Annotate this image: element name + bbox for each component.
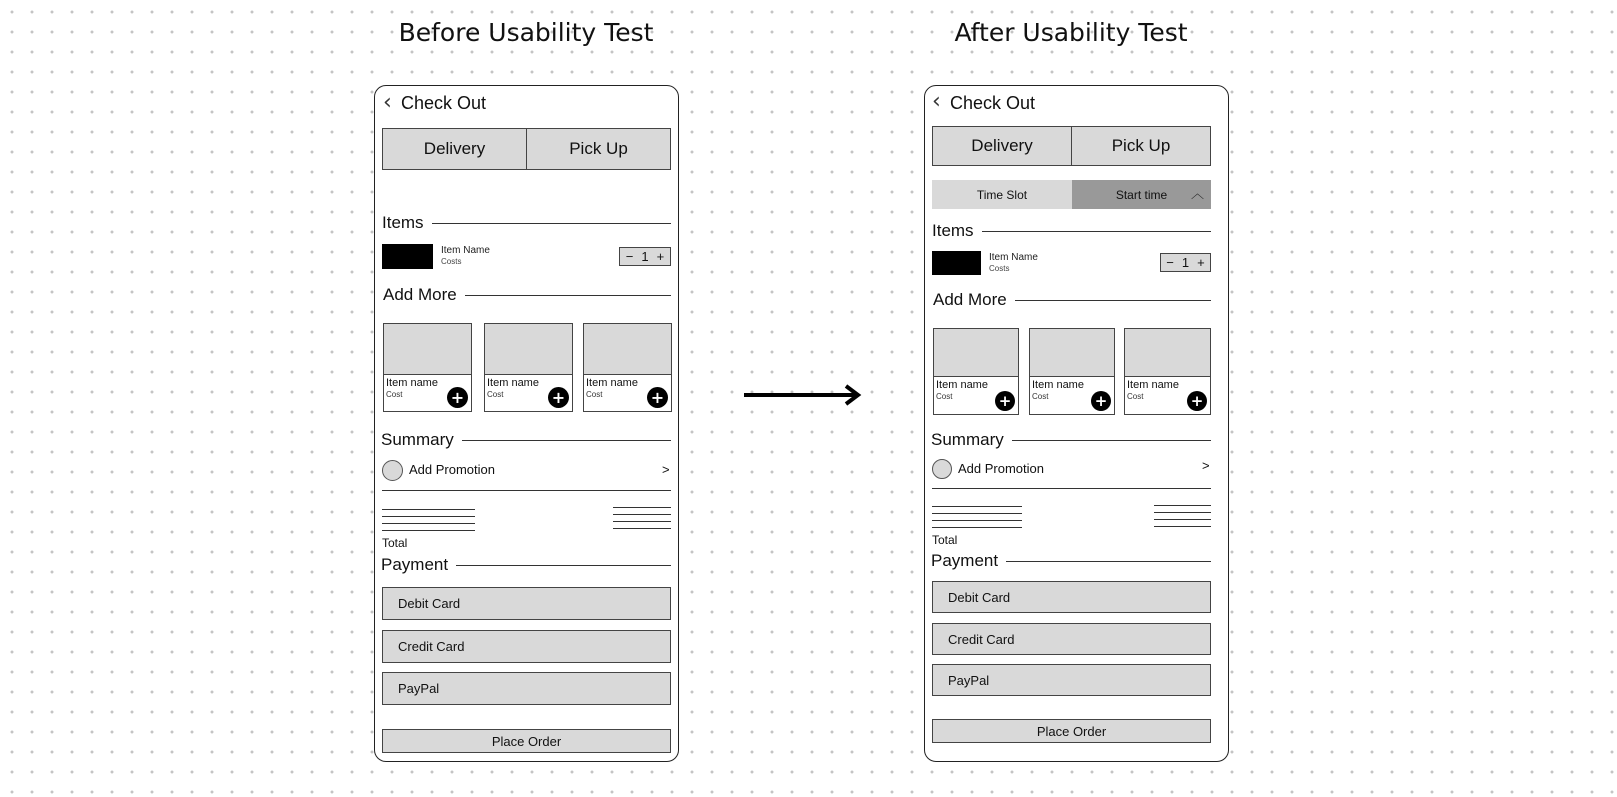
product-image [384, 324, 471, 375]
payment-debit-card[interactable]: Debit Card [932, 581, 1211, 613]
product-image [584, 324, 671, 375]
item-name: Item Name [989, 252, 1038, 263]
divider [465, 295, 671, 296]
add-more-section-header [933, 290, 1211, 310]
divider [1015, 300, 1211, 301]
summary-values-placeholder [1154, 505, 1211, 533]
chevron-up-icon: ︿ [1190, 186, 1204, 201]
divider [1012, 440, 1211, 441]
payment-section-header [381, 555, 671, 575]
summary-labels-placeholder [382, 509, 475, 537]
right-arrow-icon [742, 383, 867, 413]
total-label: Total [932, 533, 958, 547]
product-image [934, 329, 1018, 377]
product-image [1030, 329, 1114, 377]
plus-circle-icon[interactable]: + [1091, 391, 1111, 411]
item-cost: Costs [441, 257, 462, 266]
divider [982, 231, 1211, 232]
product-image [485, 324, 572, 375]
product-card[interactable] [1029, 328, 1115, 415]
item-thumbnail [382, 244, 433, 269]
tab-delivery[interactable]: Delivery [423, 139, 486, 158]
summary-divider [932, 488, 1211, 489]
plus-circle-icon[interactable]: + [995, 391, 1015, 411]
summary-heading: Summary [381, 430, 454, 449]
divider [456, 565, 671, 566]
items-section-header [932, 221, 1211, 241]
product-cost: Cost [386, 390, 403, 399]
payment-paypal[interactable]: PayPal [932, 664, 1211, 696]
place-order-button[interactable]: Place Order [932, 719, 1211, 743]
page-title: Check Out [950, 93, 1036, 113]
summary-heading: Summary [931, 430, 1004, 449]
add-more-heading: Add More [933, 290, 1007, 309]
plus-circle-icon[interactable]: + [1187, 391, 1207, 411]
payment-section-header [931, 551, 1211, 571]
add-promotion-label[interactable]: Add Promotion [409, 462, 495, 477]
quantity-value: 1 [641, 249, 649, 264]
add-more-section-header [383, 285, 671, 305]
product-card[interactable] [583, 323, 672, 412]
quantity-stepper [1160, 253, 1211, 272]
divider [432, 223, 671, 224]
plus-circle-icon[interactable]: + [647, 387, 668, 408]
after-phone-frame [924, 85, 1229, 762]
add-promotion-label[interactable]: Add Promotion [958, 461, 1044, 476]
back-icon[interactable]: ‹ [932, 89, 941, 114]
items-section-header [382, 213, 671, 233]
summary-divider [382, 490, 671, 491]
fulfillment-tabs [382, 128, 671, 170]
product-cost: Cost [586, 390, 603, 399]
time-slot-label: Time Slot [932, 180, 1072, 209]
plus-circle-icon[interactable]: + [447, 387, 468, 408]
divider [1006, 561, 1211, 562]
plus-circle-icon[interactable]: + [548, 387, 569, 408]
product-name: Item name [936, 379, 988, 391]
tab-pick-up[interactable]: Pick Up [1071, 127, 1210, 165]
total-label: Total [382, 536, 408, 550]
product-card[interactable] [933, 328, 1019, 415]
payment-paypal[interactable]: PayPal [382, 672, 671, 705]
payment-heading: Payment [931, 551, 999, 570]
increment-button[interactable]: + [656, 249, 665, 264]
before-heading: Before Usability Test [398, 18, 654, 47]
summary-values-placeholder [613, 507, 671, 535]
quantity-stepper [619, 247, 671, 266]
tab-pick-up[interactable]: Pick Up [526, 129, 670, 169]
promotion-radio[interactable] [932, 459, 952, 479]
after-heading: After Usability Test [954, 18, 1188, 47]
increment-button[interactable]: + [1197, 255, 1205, 270]
product-cost: Cost [1032, 392, 1049, 401]
summary-labels-placeholder [932, 506, 1022, 534]
time-slot-selector [932, 180, 1211, 209]
quantity-value: 1 [1181, 255, 1190, 270]
tab-delivery[interactable]: Delivery [971, 136, 1033, 155]
payment-credit-card[interactable]: Credit Card [932, 623, 1211, 655]
payment-credit-card[interactable]: Credit Card [382, 630, 671, 663]
product-name: Item name [386, 377, 438, 389]
divider [462, 440, 671, 441]
product-name: Item name [1032, 379, 1084, 391]
place-order-button[interactable]: Place Order [382, 729, 671, 753]
summary-section-header [381, 430, 671, 450]
item-name: Item Name [441, 245, 490, 256]
items-heading: Items [382, 213, 424, 232]
start-time-dropdown[interactable] [1072, 180, 1211, 209]
summary-section-header [931, 430, 1211, 450]
item-thumbnail [932, 251, 981, 275]
add-more-heading: Add More [383, 285, 457, 304]
product-card[interactable] [383, 323, 472, 412]
item-cost: Costs [989, 264, 1010, 273]
product-image [1125, 329, 1210, 377]
product-cost: Cost [487, 390, 504, 399]
product-cost: Cost [936, 392, 953, 401]
product-name: Item name [1127, 379, 1179, 391]
decrement-button[interactable]: − [625, 249, 634, 264]
back-icon[interactable]: ‹ [383, 90, 392, 115]
product-card[interactable] [1124, 328, 1211, 415]
decrement-button[interactable]: − [1166, 255, 1174, 270]
page-title: Check Out [401, 93, 487, 113]
start-time-value: Start time [1115, 187, 1168, 202]
payment-debit-card[interactable]: Debit Card [382, 587, 671, 620]
product-name: Item name [586, 377, 638, 389]
product-name: Item name [487, 377, 539, 389]
product-cost: Cost [1127, 392, 1144, 401]
items-heading: Items [932, 221, 974, 240]
chevron-right-icon[interactable]: > [1202, 458, 1210, 473]
fulfillment-tabs [932, 126, 1211, 166]
payment-heading: Payment [381, 555, 449, 574]
promotion-radio[interactable] [382, 460, 403, 481]
product-card[interactable] [484, 323, 573, 412]
chevron-right-icon[interactable]: > [662, 462, 670, 477]
before-phone-frame [374, 85, 679, 762]
